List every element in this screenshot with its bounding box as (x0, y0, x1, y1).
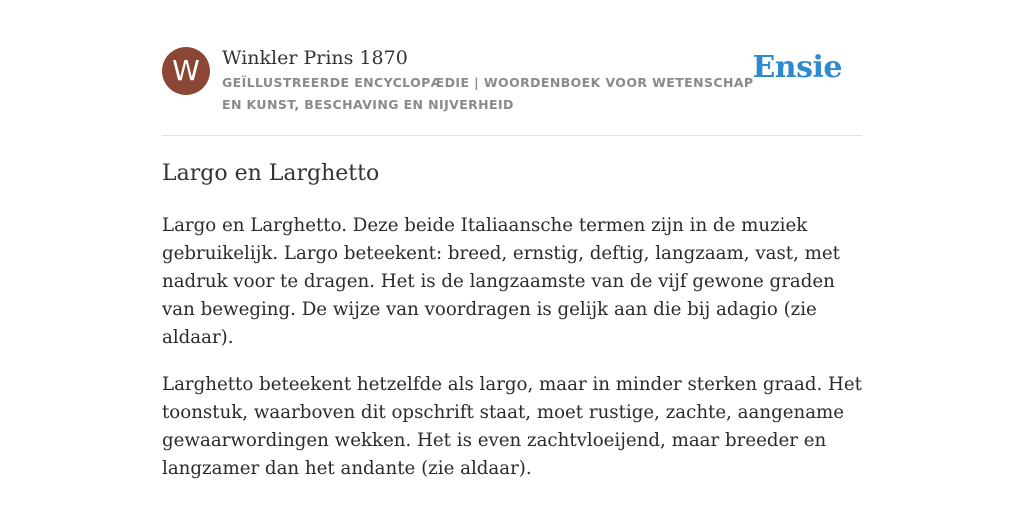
source-avatar[interactable]: W (162, 47, 210, 95)
entry-paragraph: Largo en Larghetto. Deze beide Italiaansche termen zijn in de muziek gebruikelijk. Largo beteekent: breed, ernstig, deftig, langzaam, vast, met nadruk voor te dragen. Het is de langzaamste van de vijf gewone graden van beweging. De wijze van voordragen is gelijk aan die bij adagio (zie aldaar). (162, 215, 840, 348)
ensie-logo[interactable]: Ensie (752, 50, 842, 85)
source-header (162, 46, 862, 116)
source-subtitle: GEÏLLUSTREERDE ENCYCLOPÆDIE | WOORDENBOEK VOOR WETENSCHAP EN KUNST, BESCHAVING EN NIJVERHEID (222, 75, 754, 112)
header-divider (162, 135, 862, 136)
entry-paragraph: Larghetto beteekent hetzelfde als largo, maar in minder sterken graad. Het toonstuk, waarboven dit opschrift staat, moet rustige, zachte, aangename gewaarwordingen wekken. Het is even zachtvloeijend, maar breeder en langzamer dan het andante (zie aldaar). (162, 374, 862, 479)
entry-body (162, 212, 862, 502)
entry-title: Largo en Larghetto (162, 161, 380, 186)
source-title[interactable]: Winkler Prins 1870 (222, 47, 408, 69)
